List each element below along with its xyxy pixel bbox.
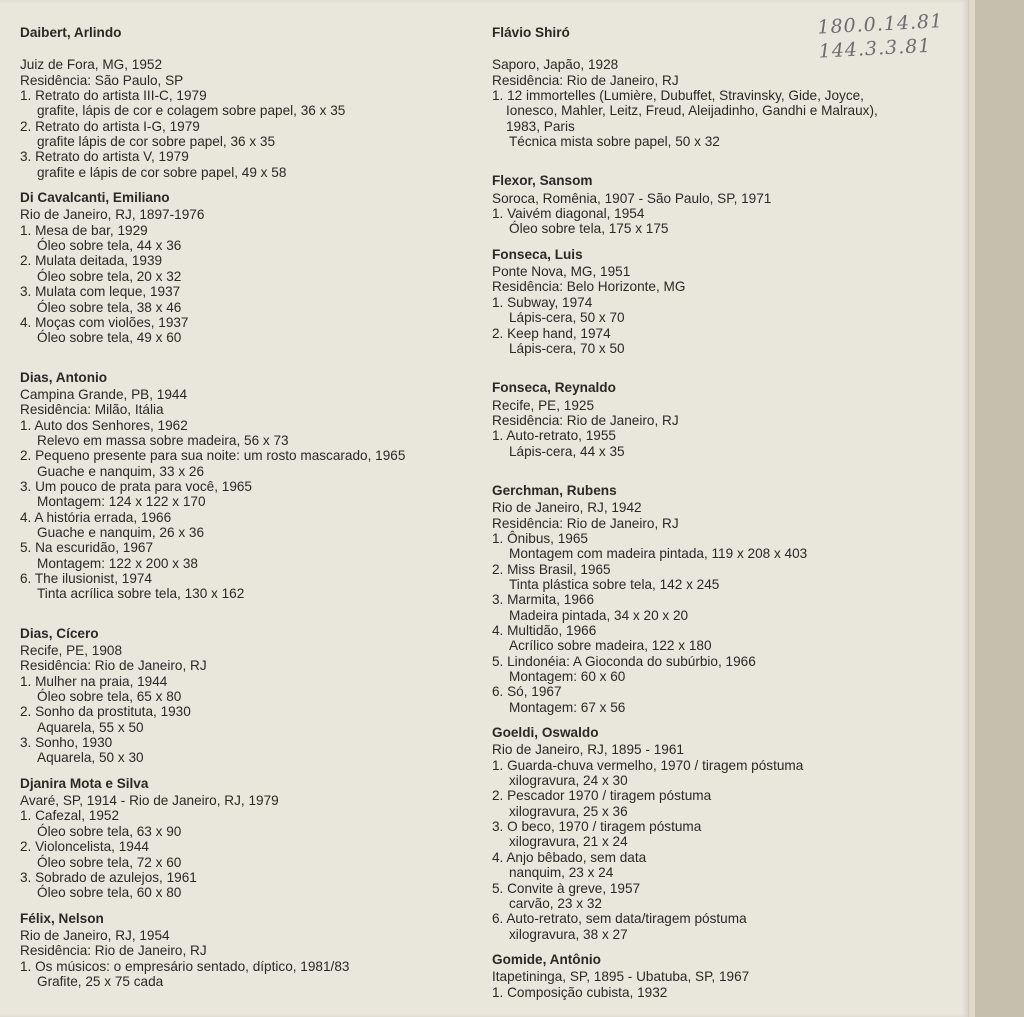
artwork-detail: Óleo sobre tela, 38 x 46 bbox=[37, 299, 182, 315]
artwork-detail: carvão, 23 x 32 bbox=[509, 895, 602, 911]
artwork-title: 3. Sonho, 1930 bbox=[20, 735, 113, 751]
artwork-detail: Grafite, 25 x 75 cada bbox=[37, 973, 164, 989]
artwork-title: 1. Guarda-chuva vermelho, 1970 / tiragem póstuma bbox=[492, 757, 804, 773]
artist-bio-line: Avaré, SP, 1914 - Rio de Janeiro, RJ, 1979 bbox=[20, 793, 279, 809]
artist-entry bbox=[20, 776, 460, 901]
artwork-detail: Óleo sobre tela, 72 x 60 bbox=[37, 854, 182, 870]
artwork-item bbox=[492, 850, 912, 881]
artwork-detail: Óleo sobre tela, 49 x 60 bbox=[37, 330, 182, 346]
artwork-detail: Relevo em massa sobre madeira, 56 x 73 bbox=[37, 432, 289, 448]
artwork-item bbox=[20, 479, 460, 510]
artist-bio-line bbox=[20, 42, 460, 57]
artist-bio-line: Residência: Rio de Janeiro, RJ bbox=[492, 412, 679, 428]
artwork-detail: Lápis-cera, 70 x 50 bbox=[509, 340, 625, 356]
artwork-detail: Guache e nanquim, 26 x 36 bbox=[37, 524, 205, 540]
artwork-item bbox=[492, 819, 912, 850]
artwork-detail: Tinta plástica sobre tela, 142 x 245 bbox=[509, 576, 720, 592]
artwork-title: 1. Retrato do artista III-C, 1979 bbox=[20, 88, 207, 104]
artwork-item bbox=[20, 540, 460, 571]
artist-entry bbox=[20, 626, 460, 766]
artwork-title: 3. Um pouco de prata para você, 1965 bbox=[20, 478, 252, 494]
artist-bio-line: Residência: Milão, Itália bbox=[20, 402, 164, 418]
artwork-item bbox=[20, 704, 460, 735]
artwork-title: 6. Só, 1967 bbox=[492, 684, 562, 700]
artwork-title: 2. Keep hand, 1974 bbox=[492, 325, 611, 341]
artist-name: Flexor, Sansom bbox=[492, 173, 593, 189]
artwork-item bbox=[492, 911, 912, 942]
artwork-title: 4. Moças com violões, 1937 bbox=[20, 314, 189, 330]
artwork-detail: Madeira pintada, 34 x 20 x 20 bbox=[509, 607, 689, 623]
artwork-title: 5. Na escuridão, 1967 bbox=[20, 540, 154, 556]
artist-entry bbox=[492, 25, 912, 149]
artwork-item bbox=[20, 448, 460, 479]
artwork-item bbox=[492, 562, 912, 593]
artist-bio-line: Residência: Rio de Janeiro, RJ bbox=[20, 943, 207, 959]
artwork-detail: Óleo sobre tela, 44 x 36 bbox=[37, 238, 182, 254]
artwork-title: 4. Anjo bêbado, sem data bbox=[492, 849, 647, 865]
artwork-item bbox=[492, 531, 912, 562]
artist-bio-line: Juiz de Fora, MG, 1952 bbox=[20, 57, 163, 73]
artist-entry bbox=[492, 247, 912, 356]
artist-name: Di Cavalcanti, Emiliano bbox=[20, 190, 170, 206]
artwork-item bbox=[492, 295, 912, 326]
artist-bio-line: Rio de Janeiro, RJ, 1897-1976 bbox=[20, 207, 205, 223]
artwork-item bbox=[20, 88, 460, 119]
artwork-item bbox=[492, 623, 912, 654]
artist-entry bbox=[492, 173, 912, 236]
artist-name: Djanira Mota e Silva bbox=[20, 775, 149, 791]
artwork-item bbox=[20, 253, 460, 284]
artwork-item bbox=[20, 735, 460, 766]
artist-bio-line: Ponte Nova, MG, 1951 bbox=[492, 264, 631, 280]
artwork-item bbox=[20, 149, 460, 180]
artwork-title: 2. Violoncelista, 1944 bbox=[20, 839, 149, 855]
artist-entry bbox=[20, 370, 460, 602]
artwork-detail: Óleo sobre tela, 60 x 80 bbox=[37, 885, 182, 901]
artist-bio-line: Residência: São Paulo, SP bbox=[20, 72, 184, 88]
artwork-detail: Montagem: 60 x 60 bbox=[509, 669, 626, 685]
artwork-title: 1. Composição cubista, 1932 bbox=[492, 984, 668, 1000]
artist-bio-line: Saporo, Japão, 1928 bbox=[492, 57, 619, 73]
artist-bio-line: Campina Grande, PB, 1944 bbox=[20, 386, 188, 402]
artwork-detail: Óleo sobre tela, 20 x 32 bbox=[37, 268, 182, 284]
artwork-item bbox=[492, 88, 912, 149]
artwork-detail: Óleo sobre tela, 63 x 90 bbox=[37, 823, 182, 839]
artwork-title: 5. Lindonéia: A Gioconda do subúrbio, 1966 bbox=[492, 653, 756, 669]
artwork-title: 3. Marmita, 1966 bbox=[492, 592, 594, 608]
artist-name: Dias, Cícero bbox=[20, 625, 99, 641]
artwork-title: 1. Auto dos Senhores, 1962 bbox=[20, 417, 188, 433]
artwork-item bbox=[492, 788, 912, 819]
artwork-title: 1. Ônibus, 1965 bbox=[492, 530, 588, 546]
artwork-detail: xilogravura, 21 x 24 bbox=[509, 834, 628, 850]
artwork-title: 5. Convite à greve, 1957 bbox=[492, 880, 641, 896]
artwork-detail: Montagem: 124 x 122 x 170 bbox=[37, 494, 206, 510]
artwork-detail: Óleo sobre tela, 175 x 175 bbox=[509, 221, 669, 237]
artwork-item bbox=[20, 418, 460, 449]
artwork-title: 1. Auto-retrato, 1955 bbox=[492, 428, 616, 444]
artist-name: Dias, Antonio bbox=[20, 369, 108, 385]
artwork-detail: Acrílico sobre madeira, 122 x 180 bbox=[509, 638, 712, 654]
artist-bio-line: Recife, PE, 1925 bbox=[492, 397, 595, 413]
artwork-detail: grafite lápis de cor sobre papel, 36 x 35 bbox=[37, 134, 276, 150]
artwork-detail: Aquarela, 55 x 50 bbox=[37, 719, 144, 735]
artist-bio-line: Rio de Janeiro, RJ, 1942 bbox=[492, 500, 642, 516]
artwork-title: 2. Pescador 1970 / tiragem póstuma bbox=[492, 788, 712, 804]
artwork-detail: nanquim, 23 x 24 bbox=[509, 865, 614, 881]
artwork-title: 3. Retrato do artista V, 1979 bbox=[20, 149, 189, 165]
artwork-title: 3. Sobrado de azulejos, 1961 bbox=[20, 869, 197, 885]
artwork-detail: grafite e lápis de cor sobre papel, 49 x 58 bbox=[37, 164, 287, 180]
artwork-title: 2. Sonho da prostituta, 1930 bbox=[20, 704, 191, 720]
artwork-title: 6. Auto-retrato, sem data/tiragem póstuma bbox=[492, 911, 747, 927]
artist-name: Fonseca, Luis bbox=[492, 246, 583, 262]
artist-entry bbox=[20, 190, 460, 345]
book-cover-edge bbox=[975, 0, 1024, 1017]
artwork-detail: Lápis-cera, 44 x 35 bbox=[509, 443, 625, 459]
artist-entry bbox=[20, 911, 460, 990]
artwork-detail: Óleo sobre tela, 65 x 80 bbox=[37, 689, 182, 705]
artist-bio-line bbox=[492, 42, 912, 57]
artwork-detail: Técnica mista sobre papel, 50 x 32 bbox=[509, 134, 720, 150]
artwork-title: 1. Cafezal, 1952 bbox=[20, 808, 119, 824]
artist-name: Fonseca, Reynaldo bbox=[492, 380, 616, 396]
artwork-item bbox=[20, 284, 460, 315]
artwork-detail: Tinta acrílica sobre tela, 130 x 162 bbox=[37, 586, 245, 602]
artist-name: Gomide, Antônio bbox=[492, 951, 601, 967]
artwork-title: 2. Pequeno presente para sua noite: um rosto mascarado, 1965 bbox=[20, 448, 406, 464]
artwork-item bbox=[20, 959, 460, 990]
artwork-detail: Guache e nanquim, 33 x 26 bbox=[37, 463, 205, 479]
artwork-title: 4. Multidão, 1966 bbox=[492, 623, 597, 638]
artwork-title: 1. Vaivém diagonal, 1954 bbox=[492, 206, 645, 222]
artwork-detail: Lápis-cera, 50 x 70 bbox=[509, 310, 625, 326]
artist-name: Félix, Nelson bbox=[20, 910, 104, 926]
left-column bbox=[20, 25, 460, 999]
artwork-item bbox=[20, 119, 460, 150]
artwork-item bbox=[20, 808, 460, 839]
right-column bbox=[492, 25, 912, 1010]
artwork-detail: Montagem: 67 x 56 bbox=[509, 699, 626, 715]
artwork-item bbox=[20, 510, 460, 541]
artist-bio-line: Soroca, Romênia, 1907 - São Paulo, SP, 1971 bbox=[492, 190, 772, 206]
artwork-title: 4. A história errada, 1966 bbox=[20, 509, 172, 525]
artist-bio-line: Residência: Rio de Janeiro, RJ bbox=[20, 658, 207, 674]
artist-entry bbox=[492, 952, 912, 1000]
handwritten-line: 180.0.14.81 bbox=[816, 10, 944, 39]
artwork-item bbox=[492, 684, 912, 715]
artwork-title: 3. O beco, 1970 / tiragem póstuma bbox=[492, 819, 702, 835]
artwork-item bbox=[492, 206, 912, 237]
artwork-item bbox=[492, 881, 912, 912]
artwork-detail: grafite, lápis de cor e colagem sobre papel, 36 x 35 bbox=[37, 103, 346, 119]
artwork-item bbox=[20, 571, 460, 602]
artwork-title: 1. 12 immortelles (Lumière, Dubuffet, Stravinsky, Gide, Joyce, Ionesco, Mahler, Leitz, Freud, Aleijadinho, Gandhi e Malraux), 1983, Paris bbox=[492, 88, 878, 134]
artist-entry bbox=[492, 725, 912, 942]
artist-bio-line: Recife, PE, 1908 bbox=[20, 643, 123, 659]
artwork-item bbox=[492, 985, 912, 1000]
artwork-title: 2. Retrato do artista I-G, 1979 bbox=[20, 118, 200, 134]
artist-entry bbox=[492, 380, 912, 459]
artwork-title: 3. Mulata com leque, 1937 bbox=[20, 284, 181, 300]
artwork-item bbox=[492, 326, 912, 357]
artwork-title: 6. The ilusionist, 1974 bbox=[20, 571, 152, 586]
artwork-detail: Aquarela, 50 x 30 bbox=[37, 750, 144, 766]
artwork-detail: Montagem: 122 x 200 x 38 bbox=[37, 555, 198, 571]
artwork-item bbox=[20, 839, 460, 870]
page-edge bbox=[968, 0, 975, 1017]
artist-bio-line: Residência: Belo Horizonte, MG bbox=[492, 279, 686, 295]
artist-bio-line: Rio de Janeiro, RJ, 1954 bbox=[20, 927, 170, 943]
artist-bio-line: Residência: Rio de Janeiro, RJ bbox=[492, 72, 679, 88]
artwork-detail: xilogravura, 24 x 30 bbox=[509, 773, 628, 789]
artwork-item bbox=[492, 654, 912, 685]
artist-bio-line: Itapetininga, SP, 1895 - Ubatuba, SP, 1967 bbox=[492, 969, 750, 985]
handwritten-line: 144.3.3.81 bbox=[818, 34, 932, 63]
artwork-item bbox=[20, 870, 460, 901]
artwork-item bbox=[20, 674, 460, 705]
artwork-title: 1. Subway, 1974 bbox=[492, 294, 593, 310]
artwork-title: 1. Os músicos: o empresário sentado, díptico, 1981/83 bbox=[20, 958, 350, 974]
artist-name: Gerchman, Rubens bbox=[492, 482, 617, 498]
artwork-detail: xilogravura, 25 x 36 bbox=[509, 803, 628, 819]
artwork-title: 1. Mulher na praia, 1944 bbox=[20, 673, 168, 689]
artwork-item bbox=[492, 592, 912, 623]
artist-name: Daibert, Arlindo bbox=[20, 25, 122, 40]
artist-name: Flávio Shiró bbox=[492, 25, 570, 40]
artist-entry bbox=[20, 25, 460, 180]
artist-bio-line: Residência: Rio de Janeiro, RJ bbox=[492, 515, 679, 531]
artwork-title: 1. Mesa de bar, 1929 bbox=[20, 222, 148, 238]
artist-bio-line: Rio de Janeiro, RJ, 1895 - 1961 bbox=[492, 742, 684, 758]
artwork-item bbox=[20, 315, 460, 346]
artwork-title: 2. Mulata deitada, 1939 bbox=[20, 253, 163, 269]
artist-name: Goeldi, Oswaldo bbox=[492, 725, 599, 741]
artist-entry bbox=[492, 483, 912, 715]
artwork-item bbox=[492, 428, 912, 459]
artwork-title: 2. Miss Brasil, 1965 bbox=[492, 561, 611, 577]
artwork-detail: Montagem com madeira pintada, 119 x 208 x 403 bbox=[509, 546, 808, 562]
artwork-item bbox=[492, 758, 912, 789]
artwork-item bbox=[20, 223, 460, 254]
artwork-detail: xilogravura, 38 x 27 bbox=[509, 926, 628, 942]
